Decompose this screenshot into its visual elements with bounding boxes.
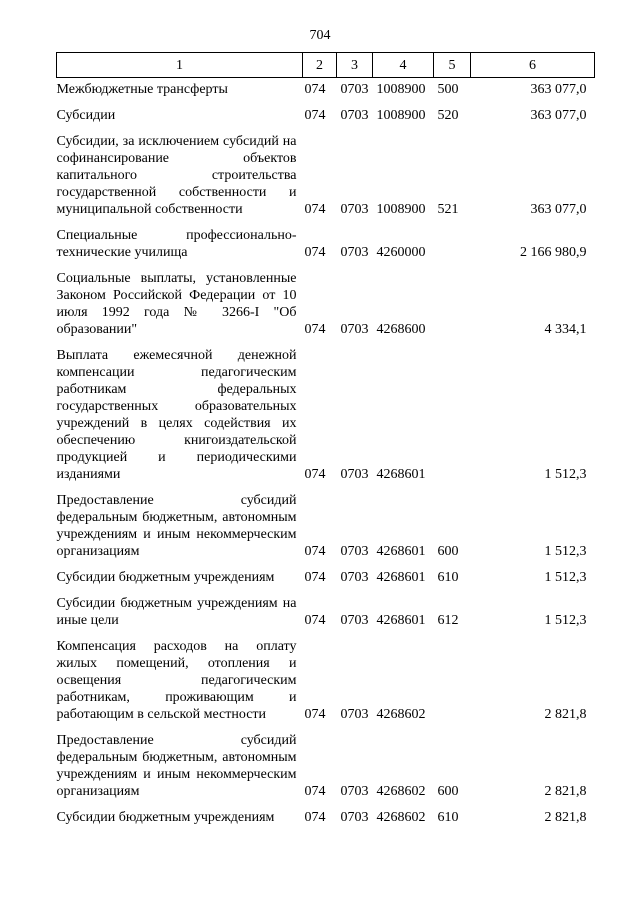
row-code-2: 074 xyxy=(304,707,326,722)
row-name: Межбюджетные трансферты xyxy=(56,82,228,97)
table-row xyxy=(57,723,595,800)
table-row xyxy=(57,629,595,723)
row-name: Компенсация расходов на оплату жилых помещений, отопления и освещения педагогическим работникам, проживающим и работающим в сельской местности xyxy=(56,639,297,722)
row-amount: 2 821,8 xyxy=(544,707,587,722)
row-code-3: 0703 xyxy=(340,245,369,260)
column-header-4: 4 xyxy=(373,53,434,78)
table-row xyxy=(57,338,595,483)
row-name: Субсидии xyxy=(56,108,116,123)
row-code-3: 0703 xyxy=(340,570,369,585)
table-header xyxy=(57,53,595,78)
column-header-6: 6 xyxy=(471,53,595,78)
table-row xyxy=(57,800,595,826)
row-code-2: 074 xyxy=(304,322,326,337)
row-code-4: 1008900 xyxy=(376,202,426,217)
page-number: 704 xyxy=(309,28,331,43)
table-row xyxy=(57,483,595,560)
row-code-3: 0703 xyxy=(340,784,369,799)
row-code-3: 0703 xyxy=(340,108,369,123)
row-code-5: 520 xyxy=(437,108,459,123)
row-amount: 363 077,0 xyxy=(530,108,587,123)
row-code-4: 1008900 xyxy=(376,82,426,97)
row-code-5: 600 xyxy=(437,784,459,799)
row-amount: 2 821,8 xyxy=(544,810,587,825)
row-amount: 1 512,3 xyxy=(544,467,587,482)
row-code-2: 074 xyxy=(304,467,326,482)
row-code-3: 0703 xyxy=(340,467,369,482)
row-amount: 2 821,8 xyxy=(544,784,587,799)
row-code-5: 612 xyxy=(437,613,459,628)
row-code-2: 074 xyxy=(304,613,326,628)
row-amount: 363 077,0 xyxy=(530,202,587,217)
row-code-2: 074 xyxy=(304,544,326,559)
column-header-3: 3 xyxy=(337,53,373,78)
table-row xyxy=(57,78,595,99)
header-row xyxy=(57,53,595,78)
row-code-3: 0703 xyxy=(340,544,369,559)
row-code-4: 4268600 xyxy=(376,322,426,337)
row-code-4: 1008900 xyxy=(376,108,426,123)
row-code-4: 4268601 xyxy=(376,570,426,585)
row-name: Специальные профессионально-технические училища xyxy=(56,228,297,260)
column-header-5: 5 xyxy=(434,53,471,78)
row-code-5: 600 xyxy=(437,544,459,559)
table-row xyxy=(57,218,595,261)
row-amount: 4 334,1 xyxy=(544,322,587,337)
row-code-3: 0703 xyxy=(340,202,369,217)
row-name: Предоставление субсидий федеральным бюджетным, автономным учреждениям и иным некоммерческим организациям xyxy=(56,493,297,559)
row-code-5: 610 xyxy=(437,810,459,825)
row-code-5 xyxy=(434,261,471,338)
row-code-2: 074 xyxy=(304,810,326,825)
row-code-2: 074 xyxy=(304,570,326,585)
row-amount: 363 077,0 xyxy=(530,82,587,97)
table-row xyxy=(57,560,595,586)
row-amount: 1 512,3 xyxy=(544,613,587,628)
row-code-2: 074 xyxy=(304,202,326,217)
row-name: Выплата ежемесячной денежной компенсации педагогическим работникам федеральных государственных образовательных учреждений в целях содействия их обеспечению книгоиздательской продукцией и периодическими изданиями xyxy=(56,348,297,482)
row-code-2: 074 xyxy=(304,245,326,260)
row-name: Субсидии бюджетным учреждениям xyxy=(56,570,275,585)
row-code-5 xyxy=(434,629,471,723)
row-name: Предоставление субсидий федеральным бюджетным, автономным учреждениям и иным некоммерческим организациям xyxy=(56,733,297,799)
row-code-5: 500 xyxy=(437,82,459,97)
row-code-3: 0703 xyxy=(340,810,369,825)
row-code-4: 4268601 xyxy=(376,467,426,482)
row-code-4: 4260000 xyxy=(376,245,426,260)
row-amount: 1 512,3 xyxy=(544,570,587,585)
table-row xyxy=(57,98,595,124)
row-code-4: 4268601 xyxy=(376,544,426,559)
row-code-2: 074 xyxy=(304,82,326,97)
row-code-3: 0703 xyxy=(340,707,369,722)
row-name: Субсидии, за исключением субсидий на софинансирование объектов капитального строительства государственной собственности и муниципальной собственности xyxy=(56,134,297,217)
row-name: Субсидии бюджетным учреждениям xyxy=(56,810,275,825)
budget-table xyxy=(56,52,595,826)
row-code-2: 074 xyxy=(304,108,326,123)
row-code-3: 0703 xyxy=(340,82,369,97)
row-code-5 xyxy=(434,338,471,483)
row-code-3: 0703 xyxy=(340,613,369,628)
row-code-5 xyxy=(434,218,471,261)
table-row xyxy=(57,124,595,218)
table-row xyxy=(57,586,595,629)
row-code-5: 521 xyxy=(437,202,459,217)
row-amount: 1 512,3 xyxy=(544,544,587,559)
column-header-1: 1 xyxy=(57,53,303,78)
row-code-3: 0703 xyxy=(340,322,369,337)
row-amount: 2 166 980,9 xyxy=(520,245,587,260)
row-code-4: 4268602 xyxy=(376,784,426,799)
column-header-2: 2 xyxy=(303,53,337,78)
table-row xyxy=(57,261,595,338)
row-name: Субсидии бюджетным учреждениям на иные цели xyxy=(56,596,297,628)
row-code-4: 4268601 xyxy=(376,613,426,628)
row-code-4: 4268602 xyxy=(376,707,426,722)
row-code-5: 610 xyxy=(437,570,459,585)
table-body xyxy=(57,78,595,827)
row-name: Социальные выплаты, установленные Законом Российской Федерации от 10 июля 1992 года № 3266-I "Об образовании" xyxy=(56,271,297,337)
row-code-2: 074 xyxy=(304,784,326,799)
row-code-4: 4268602 xyxy=(376,810,426,825)
